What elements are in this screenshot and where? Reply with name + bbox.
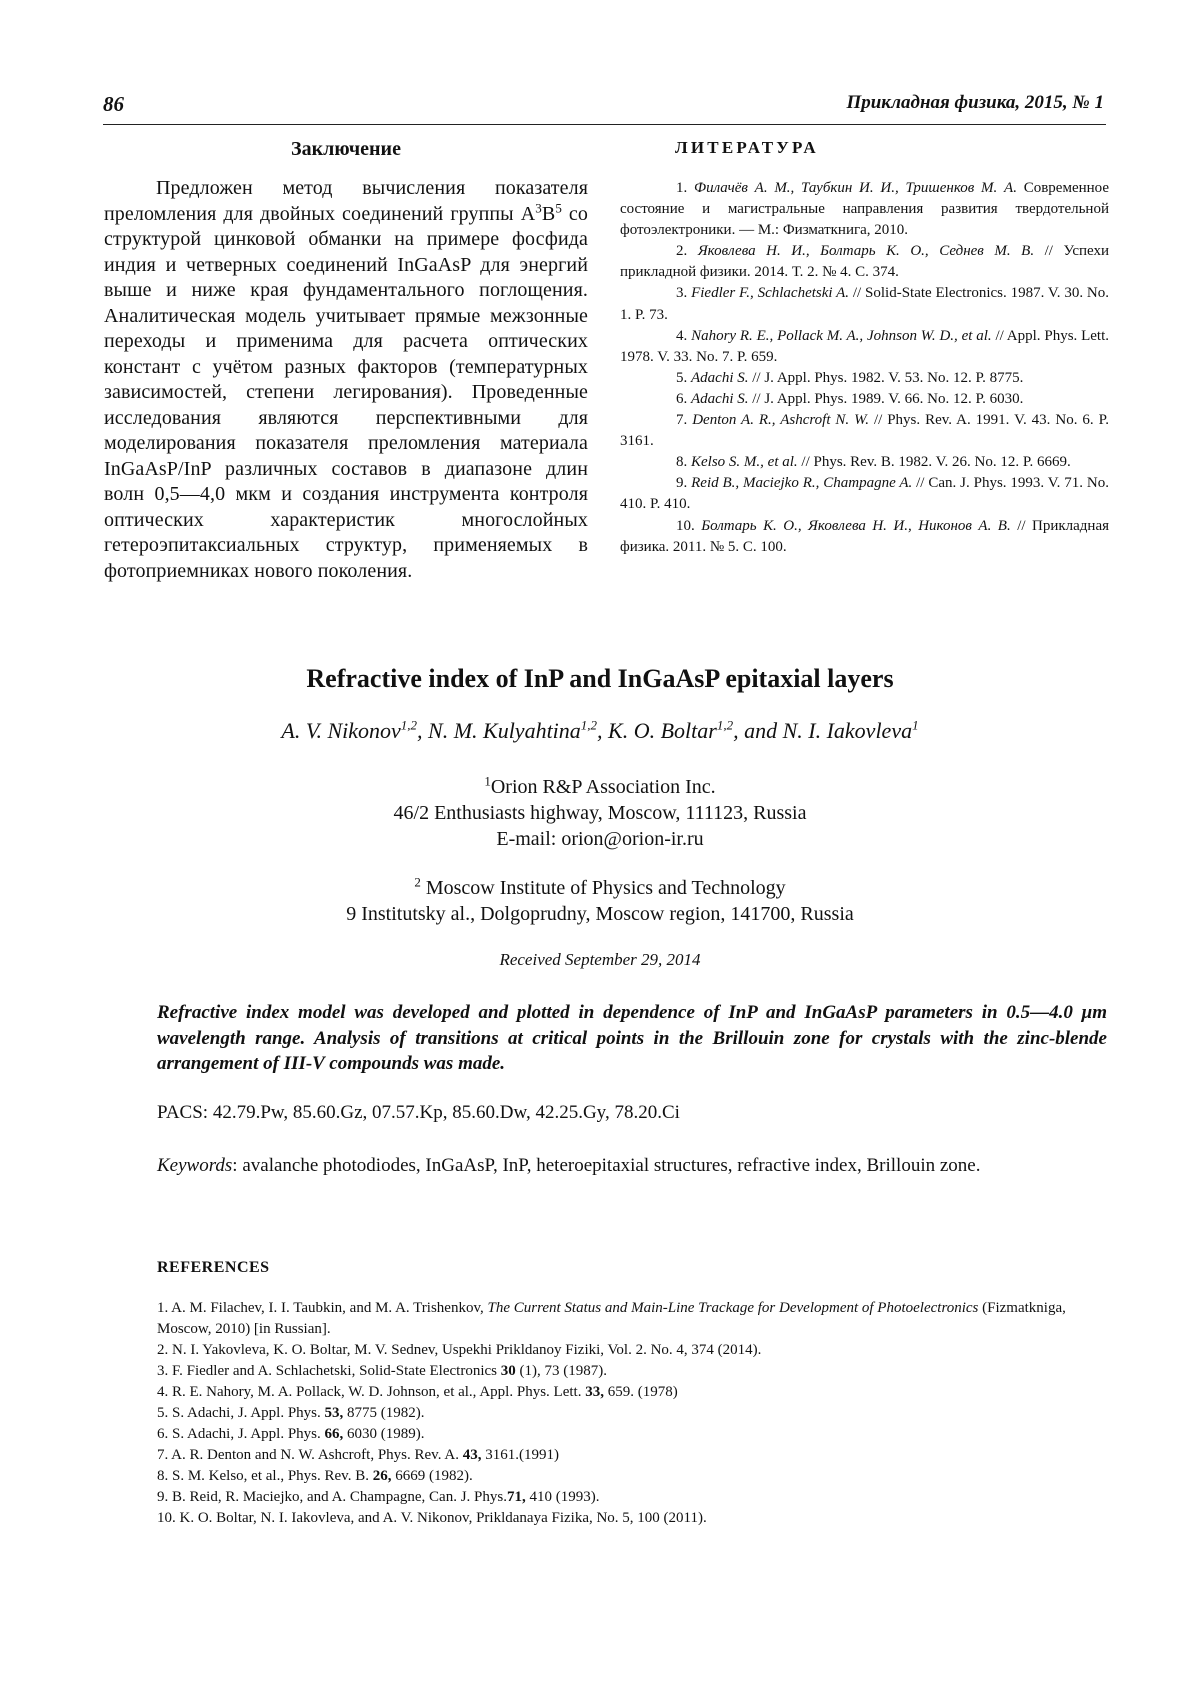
reference-text: 1. A. M. Filachev, I. I. Taubkin, and M. A. Trishenkov, <box>157 1300 488 1316</box>
literature-item-source: // Phys. Rev. A. 1991. V. 43. No. 6. P. 3161. <box>620 412 1110 450</box>
literature-item-authors: Fiedler F., Schlachetski A. <box>691 285 850 302</box>
literature-item-source: // Appl. Phys. Lett. 1978. V. 33. No. 7. P. 659. <box>620 327 1109 365</box>
abstract: Refractive index model was developed and plotted in dependence of InP and InGaAsP parameters in 0.5—4.0 μm wavelength range. Analysis of transitions at critical points in the Brillouin zone for crystals with the zinc-blende arrangement of III-V compounds was made. <box>157 1002 1107 1074</box>
literature-item <box>620 368 1109 389</box>
literature-item-number: 9. <box>676 475 692 492</box>
keywords-label: Keywords <box>157 1155 233 1176</box>
affiliation-2-sup: 2 <box>414 874 421 890</box>
affiliation-1-name-text: Orion R&P Association Inc. <box>490 776 716 798</box>
english-title: Refractive index of InP and InGaAsP epitaxial layers <box>306 664 894 693</box>
reference-text: 6. S. Adachi, J. Appl. Phys. <box>157 1426 325 1442</box>
reference-item <box>157 1508 1107 1529</box>
conclusion-text-part3: со структурой цинковой обманки на примере фосфида индия и четверных соединений InGaAsP для энергий выше и ниже края фундаментального поглощения. Аналитическая модель учитывает прямые межзонные переходы и применима для расчета оптических констант с учётом разных факторов (температурных зависимостей, степени легирования). Проведенные исследования являются перспективными для моделирования показателя преломления материала InGaAsP/InP различных составов в диапазоне длин волн 0,5—4,0 мкм и создания инструмента контроля оптических характеристик многослойных гетероэпитаксиальных структур, применяемых в фотоприемниках нового поколения. <box>104 202 588 582</box>
literature-item-authors: Adachi S. <box>691 369 749 386</box>
reference-item <box>157 1424 1107 1445</box>
literature-item <box>620 178 1109 241</box>
received-date: Received September 29, 2014 <box>499 950 701 969</box>
literature-item-source: // Успехи прикладной физики. 2014. Т. 2. № 4. С. 374. <box>620 243 1110 281</box>
pacs-codes: PACS: 42.79.Pw, 85.60.Gz, 07.57.Kp, 85.60.Dw, 42.25.Gy, 78.20.Ci <box>157 1102 680 1123</box>
reference-details: (Fizmatkniga, Moscow, 2010) [in Russian]. <box>157 1300 1066 1337</box>
literature-item <box>620 516 1109 558</box>
reference-details: 6669 (1982). <box>391 1468 473 1484</box>
reference-volume: 33, <box>585 1384 604 1400</box>
affiliation-2-address: 9 Institutsky al., Dolgoprudny, Moscow region, 141700, Russia <box>346 903 854 925</box>
superscript-5: 5 <box>555 199 562 215</box>
reference-item <box>157 1403 1107 1424</box>
literature-item <box>620 410 1109 452</box>
author-name: A. V. Nikonov <box>281 718 401 743</box>
literature-item-number: 5. <box>676 369 691 386</box>
affiliation-1-email: E-mail: orion@orion-ir.ru <box>496 828 704 850</box>
literature-item <box>620 241 1109 283</box>
affiliation-1-address: 46/2 Enthusiasts highway, Moscow, 111123, Russia <box>393 802 807 824</box>
reference-details: 410 (1993). <box>525 1489 600 1505</box>
literature-item-number: 3. <box>676 285 692 302</box>
header-rule <box>103 124 1106 125</box>
reference-volume: 26, <box>372 1468 392 1484</box>
literature-item-authors: Nahory R. E., Pollack M. A., Johnson W. D., et al. <box>691 327 992 344</box>
literature-item-source: // J. Appl. Phys. 1982. V. 53. No. 12. P. 8775. <box>748 369 1024 386</box>
reference-item <box>157 1298 1107 1340</box>
conclusion-text-part2: B <box>541 202 556 225</box>
author-name: N. M. Kulyahtina <box>428 718 581 743</box>
reference-details: 659. (1978) <box>603 1384 678 1400</box>
author-name: N. I. Iakovleva <box>782 718 913 743</box>
affiliation-1-sup: 1 <box>484 773 491 789</box>
running-head: Прикладная физика, 2015, № 1 <box>846 92 1104 113</box>
literature-item-source: // Can. J. Phys. 1993. V. 71. No. 410. P. 410. <box>620 475 1109 513</box>
author-affiliation-sup: 1,2 <box>716 717 734 733</box>
reference-volume: 53, <box>324 1405 344 1421</box>
literature-item-authors: Kelso S. M., et al. <box>691 454 798 471</box>
literature-item-authors: Reid B., Maciejko R., Champagne A. <box>691 475 913 492</box>
author-separator: , and <box>733 718 783 743</box>
reference-item <box>157 1340 1107 1361</box>
literature-item-source: Современное состояние и магистральные направления развития твердотельной фотоэлектроники. — М.: Физматкнига, 2010. <box>620 180 1110 239</box>
reference-text: 4. R. E. Nahory, M. A. Pollack, W. D. Johnson, et al., Appl. Phys. Lett. <box>157 1384 586 1400</box>
literature-item-number: 7. <box>676 412 693 429</box>
reference-volume: 30 <box>500 1363 516 1379</box>
literature-item-source: // Прикладная физика. 2011. № 5. С. 100. <box>620 517 1110 555</box>
literature-item-number: 10. <box>676 517 702 534</box>
affiliation-1 <box>0 774 1200 852</box>
literature-item-authors: Филачёв А. М., Таубкин И. И., Тришенков М. А. <box>694 180 1017 196</box>
affiliation-2-name-text: Moscow Institute of Physics and Technology <box>420 877 786 899</box>
reference-text: 2. N. I. Yakovleva, K. O. Boltar, M. V. Sednev, Uspekhi Prikldanoy Fiziki, Vol. 2. No. 4, 374 (2014). <box>157 1342 762 1358</box>
conclusion-heading: Заключение <box>291 138 401 160</box>
literature-item-source: // J. Appl. Phys. 1989. V. 66. No. 12. P. 6030. <box>748 390 1024 407</box>
reference-text: 10. K. O. Boltar, N. I. Iakovleva, and A. V. Nikonov, Prikldanaya Fizika, No. 5, 100 (2011). <box>157 1510 707 1526</box>
author-separator: , <box>417 718 429 743</box>
affiliation-2 <box>0 875 1200 927</box>
literature-heading: ЛИТЕРАТУРА <box>675 138 819 157</box>
literature-item-source: // Solid-State Electronics. 1987. V. 30. No. 1. P. 73. <box>620 285 1109 323</box>
author-affiliation-sup: 1,2 <box>400 717 418 733</box>
literature-item-source: // Phys. Rev. B. 1982. V. 26. No. 12. P. 6669. <box>797 454 1071 471</box>
literature-item-authors: Яковлева Н. И., Болтарь К. О., Седнев М. В. <box>697 243 1035 260</box>
literature-item <box>620 283 1109 325</box>
page-number: 86 <box>103 92 124 116</box>
reference-volume: 66, <box>324 1426 344 1442</box>
reference-item <box>157 1487 1107 1508</box>
affiliation-2-name <box>0 875 1200 901</box>
literature-item-number: 6. <box>676 390 691 407</box>
literature-list <box>620 178 1109 558</box>
references-heading: REFERENCES <box>157 1259 270 1276</box>
literature-item <box>620 473 1109 515</box>
reference-item <box>157 1361 1107 1382</box>
reference-item <box>157 1466 1107 1487</box>
literature-item-authors: Denton A. R., Ashcroft N. W. <box>692 412 869 429</box>
literature-item <box>620 326 1109 368</box>
literature-item-number: 2. <box>676 243 698 260</box>
reference-text: 8. S. M. Kelso, et al., Phys. Rev. B. <box>157 1468 373 1484</box>
conclusion-text-part1: Предложен метод вычисления показателя преломления для двойных соединений группы A <box>104 177 588 225</box>
reference-text: 7. A. R. Denton and N. W. Ashcroft, Phys. Rev. A. <box>157 1447 463 1463</box>
reference-item <box>157 1382 1107 1403</box>
author-name: K. O. Boltar <box>608 718 717 743</box>
reference-volume: 71, <box>506 1489 526 1505</box>
reference-title: The Current Status and Main-Line Trackage for Development of Photoelectronics <box>487 1300 979 1316</box>
keywords-text: : avalanche photodiodes, InGaAsP, InP, heteroepitaxial structures, refractive index, Brillouin zone. <box>232 1155 981 1176</box>
reference-text: 9. B. Reid, R. Maciejko, and A. Champagne, Can. J. Phys. <box>157 1489 507 1505</box>
reference-details: 6030 (1989). <box>343 1426 425 1442</box>
references-list <box>157 1298 1107 1529</box>
reference-text: 5. S. Adachi, J. Appl. Phys. <box>157 1405 325 1421</box>
literature-item-number: 4. <box>676 327 692 344</box>
literature-item-authors: Болтарь К. О., Яковлева Н. И., Никонов А. В. <box>701 517 1011 534</box>
keywords <box>157 1153 1107 1179</box>
reference-item <box>157 1445 1107 1466</box>
affiliation-1-name <box>0 774 1200 800</box>
reference-text: 3. F. Fiedler and A. Schlachetski, Solid-State Electronics <box>157 1363 501 1379</box>
literature-item <box>620 389 1109 410</box>
reference-details: 3161.(1991) <box>481 1447 559 1463</box>
author-affiliation-sup: 1 <box>912 717 919 733</box>
author-affiliation-sup: 1,2 <box>580 717 598 733</box>
english-authors <box>0 718 1200 744</box>
conclusion-paragraph <box>104 176 588 584</box>
literature-item-number: 1. <box>676 180 694 196</box>
reference-volume: 43, <box>462 1447 482 1463</box>
literature-item-authors: Adachi S. <box>691 390 749 407</box>
superscript-3: 3 <box>535 199 542 215</box>
literature-item <box>620 452 1109 473</box>
reference-details: 8775 (1982). <box>343 1405 425 1421</box>
reference-details: (1), 73 (1987). <box>515 1363 607 1379</box>
author-separator: , <box>597 718 609 743</box>
literature-item-number: 8. <box>676 454 691 471</box>
